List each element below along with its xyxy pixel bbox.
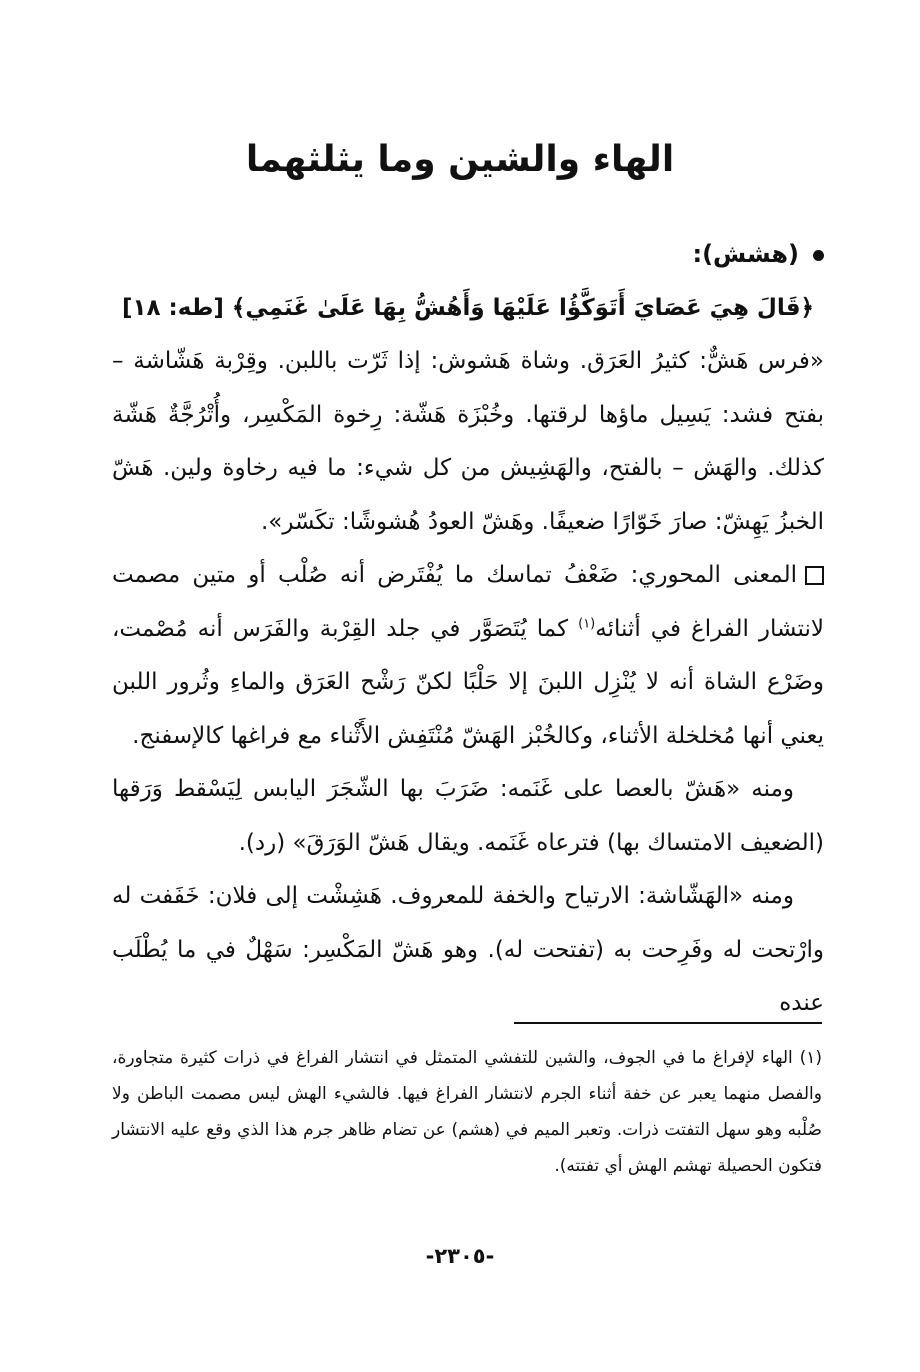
paragraph-hashasha: ومنه «الهَشّاشة: الارتياح والخفة للمعروف. هَشِشْت إلى فلان: خَفَفت له وارْتحت له وفَرِحت به (تفتحت له). وهو هَشّ المَكْسِر: سَهْلٌ في ما يُطْلَب عنده (112, 883, 824, 1016)
core-meaning-paragraph (112, 549, 824, 763)
footnotes (112, 1040, 822, 1184)
chapter-title: الهاء والشين وما يثلثهما (245, 139, 675, 180)
main-text (112, 228, 824, 1031)
entry-root: (هشش): (692, 240, 799, 268)
footnote-1: (١) الهاء لإفراغ ما في الجوف، والشين للتفشي المتمثل في انتشار الفراغ في ذرات كثيرة متجاورة، والفصل منهما يعبر عن خفة أثناء الجرم لانتشار الفراغ فيها. فالشيء الهش ليس مصمت الباطن ولا صُلْبه وهو سهل التفتت ذرات. وتعبر الميم في (هشم) عن تضام ظاهر جرم هذا الذي وقع عليه الانتشار فتكون الحصيلة تهشم الهش أي تفتته). (112, 1048, 822, 1176)
square-marker-icon (805, 566, 824, 585)
core-meaning-continuation: كما يُتَصَوَّر في جلد القِرْبة والفَرَس أنه مُصْمت، وضَرْع الشاة أنه لا يُنْزِل اللبنَ إلا حَلْبًا لكنّ رَشْح العَرَق والماءِ وثُرور اللبن يعني أنها مُخلخلة الأثناء، وكالخُبْز الهَشّ مُنْتَفِش الأَثْناء مع فراغها كالإسفنج. (112, 615, 824, 749)
paragraph-stick: ومنه «هَشّ بالعصا على غَنَمه: ضَرَبَ بها الشّجَرَ اليابس لِيَسْقط وَرَقها (الضعيف الامتساك بها) فترعاه غَنَمه. ويقال هَشّ الوَرَقَ» (رد). (112, 776, 824, 856)
bullet-icon (813, 250, 824, 261)
footnote-divider (514, 1022, 822, 1024)
core-meaning-text: المعنى المحوري: ضَعْفُ تماسك ما يُفْتَرض أنه صُلْب أو متين مصمت لانتشار الفراغ في أثنائه (112, 562, 824, 642)
entry-heading (112, 228, 824, 282)
quran-verse: ﴿قَالَ هِيَ عَصَايَ أَتَوَكَّؤُا عَلَيْهَا وَأَهُشُّ بِهَا عَلَىٰ غَنَمِي﴾ [طه: ١٨] (121, 294, 815, 321)
footnote-reference[interactable]: (١) (578, 615, 596, 631)
dictionary-quote: «فرس هَشٌّ: كثيرُ العَرَق. وشاة هَشوش: إذا ثَرّت باللبن. وقِرْبة هَشّاشة – بفتح فشد: يَسِيل ماؤها لرقتها. وخُبْزَة هَشّة: رِخوة المَكْسِر، وأُتْرُجَّةٌ هَشّة كذلك. والهَش – بالفتح، والهَشِيش من كل شيء: ما فيه رخاوة ولين. هَشّ الخبزُ يَهِشّ: صارَ خَوّارًا ضعيفًا. وهَشّ العودُ هُشوشًا: تكَسّر». (112, 348, 824, 535)
page-number: -٢٣٠٥- (425, 1244, 495, 1268)
